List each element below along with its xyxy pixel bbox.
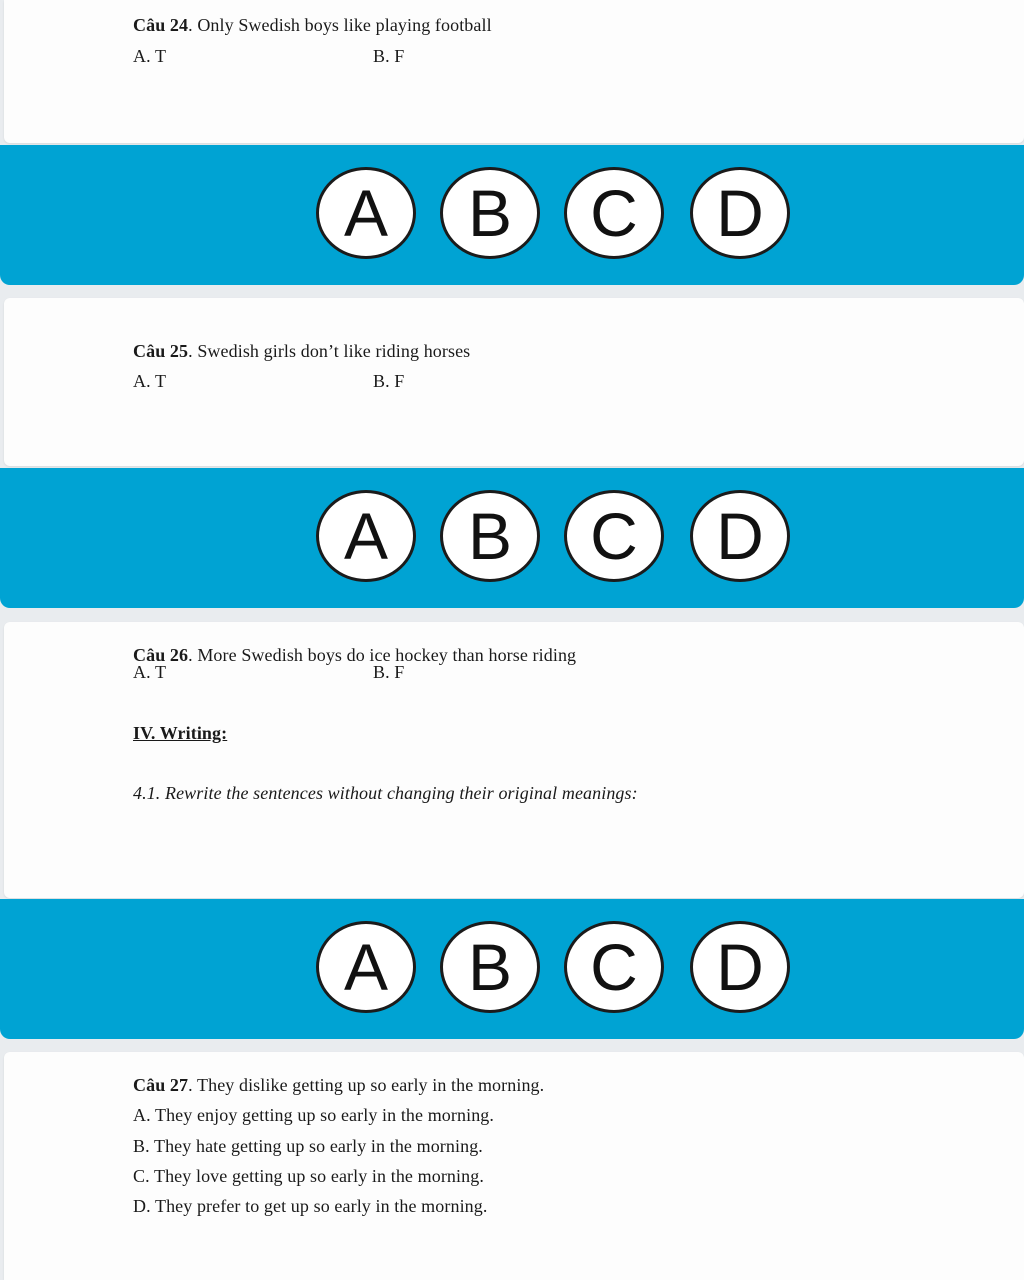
- question-card-25: [4, 298, 1024, 466]
- answer-bar-1: [0, 145, 1024, 285]
- answer-c-button[interactable]: C: [564, 167, 664, 259]
- answer-d-button[interactable]: D: [690, 921, 790, 1013]
- question-27-option-b: B. They hate getting up so early in the morning.: [133, 1136, 483, 1156]
- question-25-option-b: B. F: [373, 371, 405, 391]
- answer-c-button[interactable]: C: [564, 490, 664, 582]
- question-card-26: [4, 622, 1024, 898]
- answer-a-button[interactable]: A: [316, 167, 416, 259]
- answer-a-button[interactable]: A: [316, 921, 416, 1013]
- writing-instruction: 4.1. Rewrite the sentences without changing their original meanings:: [133, 783, 638, 803]
- question-26-number: Câu 26: [133, 645, 189, 665]
- question-25-number: Câu 25: [133, 341, 189, 361]
- question-26-text: Câu 26. More Swedish boys do ice hockey than horse riding: [133, 645, 577, 665]
- question-26-option-a: A. T: [133, 662, 167, 682]
- question-27-text: Câu 27. They dislike getting up so early in the morning.: [133, 1075, 545, 1095]
- question-24-option-a: A. T: [133, 46, 167, 66]
- question-24-text: Câu 24. Only Swedish boys like playing football: [133, 15, 492, 35]
- answer-c-button[interactable]: C: [564, 921, 664, 1013]
- answer-d-button[interactable]: D: [690, 167, 790, 259]
- answer-d-button[interactable]: D: [690, 490, 790, 582]
- answer-b-button[interactable]: B: [440, 167, 540, 259]
- answer-b-button[interactable]: B: [440, 921, 540, 1013]
- question-27-option-c: C. They love getting up so early in the morning.: [133, 1166, 484, 1186]
- question-24-number: Câu 24: [133, 15, 189, 35]
- question-26-option-b: B. F: [373, 662, 405, 682]
- question-25-text: Câu 25. Swedish girls don’t like riding horses: [133, 341, 471, 361]
- question-25-option-a: A. T: [133, 371, 167, 391]
- question-27-option-a: A. They enjoy getting up so early in the morning.: [133, 1105, 495, 1125]
- question-24-option-b: B. F: [373, 46, 405, 66]
- answer-b-button[interactable]: B: [440, 490, 540, 582]
- answer-a-button[interactable]: A: [316, 490, 416, 582]
- answer-bar-2: [0, 468, 1024, 608]
- question-27-number: Câu 27: [133, 1075, 189, 1095]
- question-card-27: [4, 1052, 1024, 1280]
- answer-bar-3: [0, 899, 1024, 1039]
- question-card-24: [4, 0, 1024, 143]
- writing-section-heading: IV. Writing:: [133, 723, 228, 743]
- question-27-option-d: D. They prefer to get up so early in the morning.: [133, 1196, 488, 1216]
